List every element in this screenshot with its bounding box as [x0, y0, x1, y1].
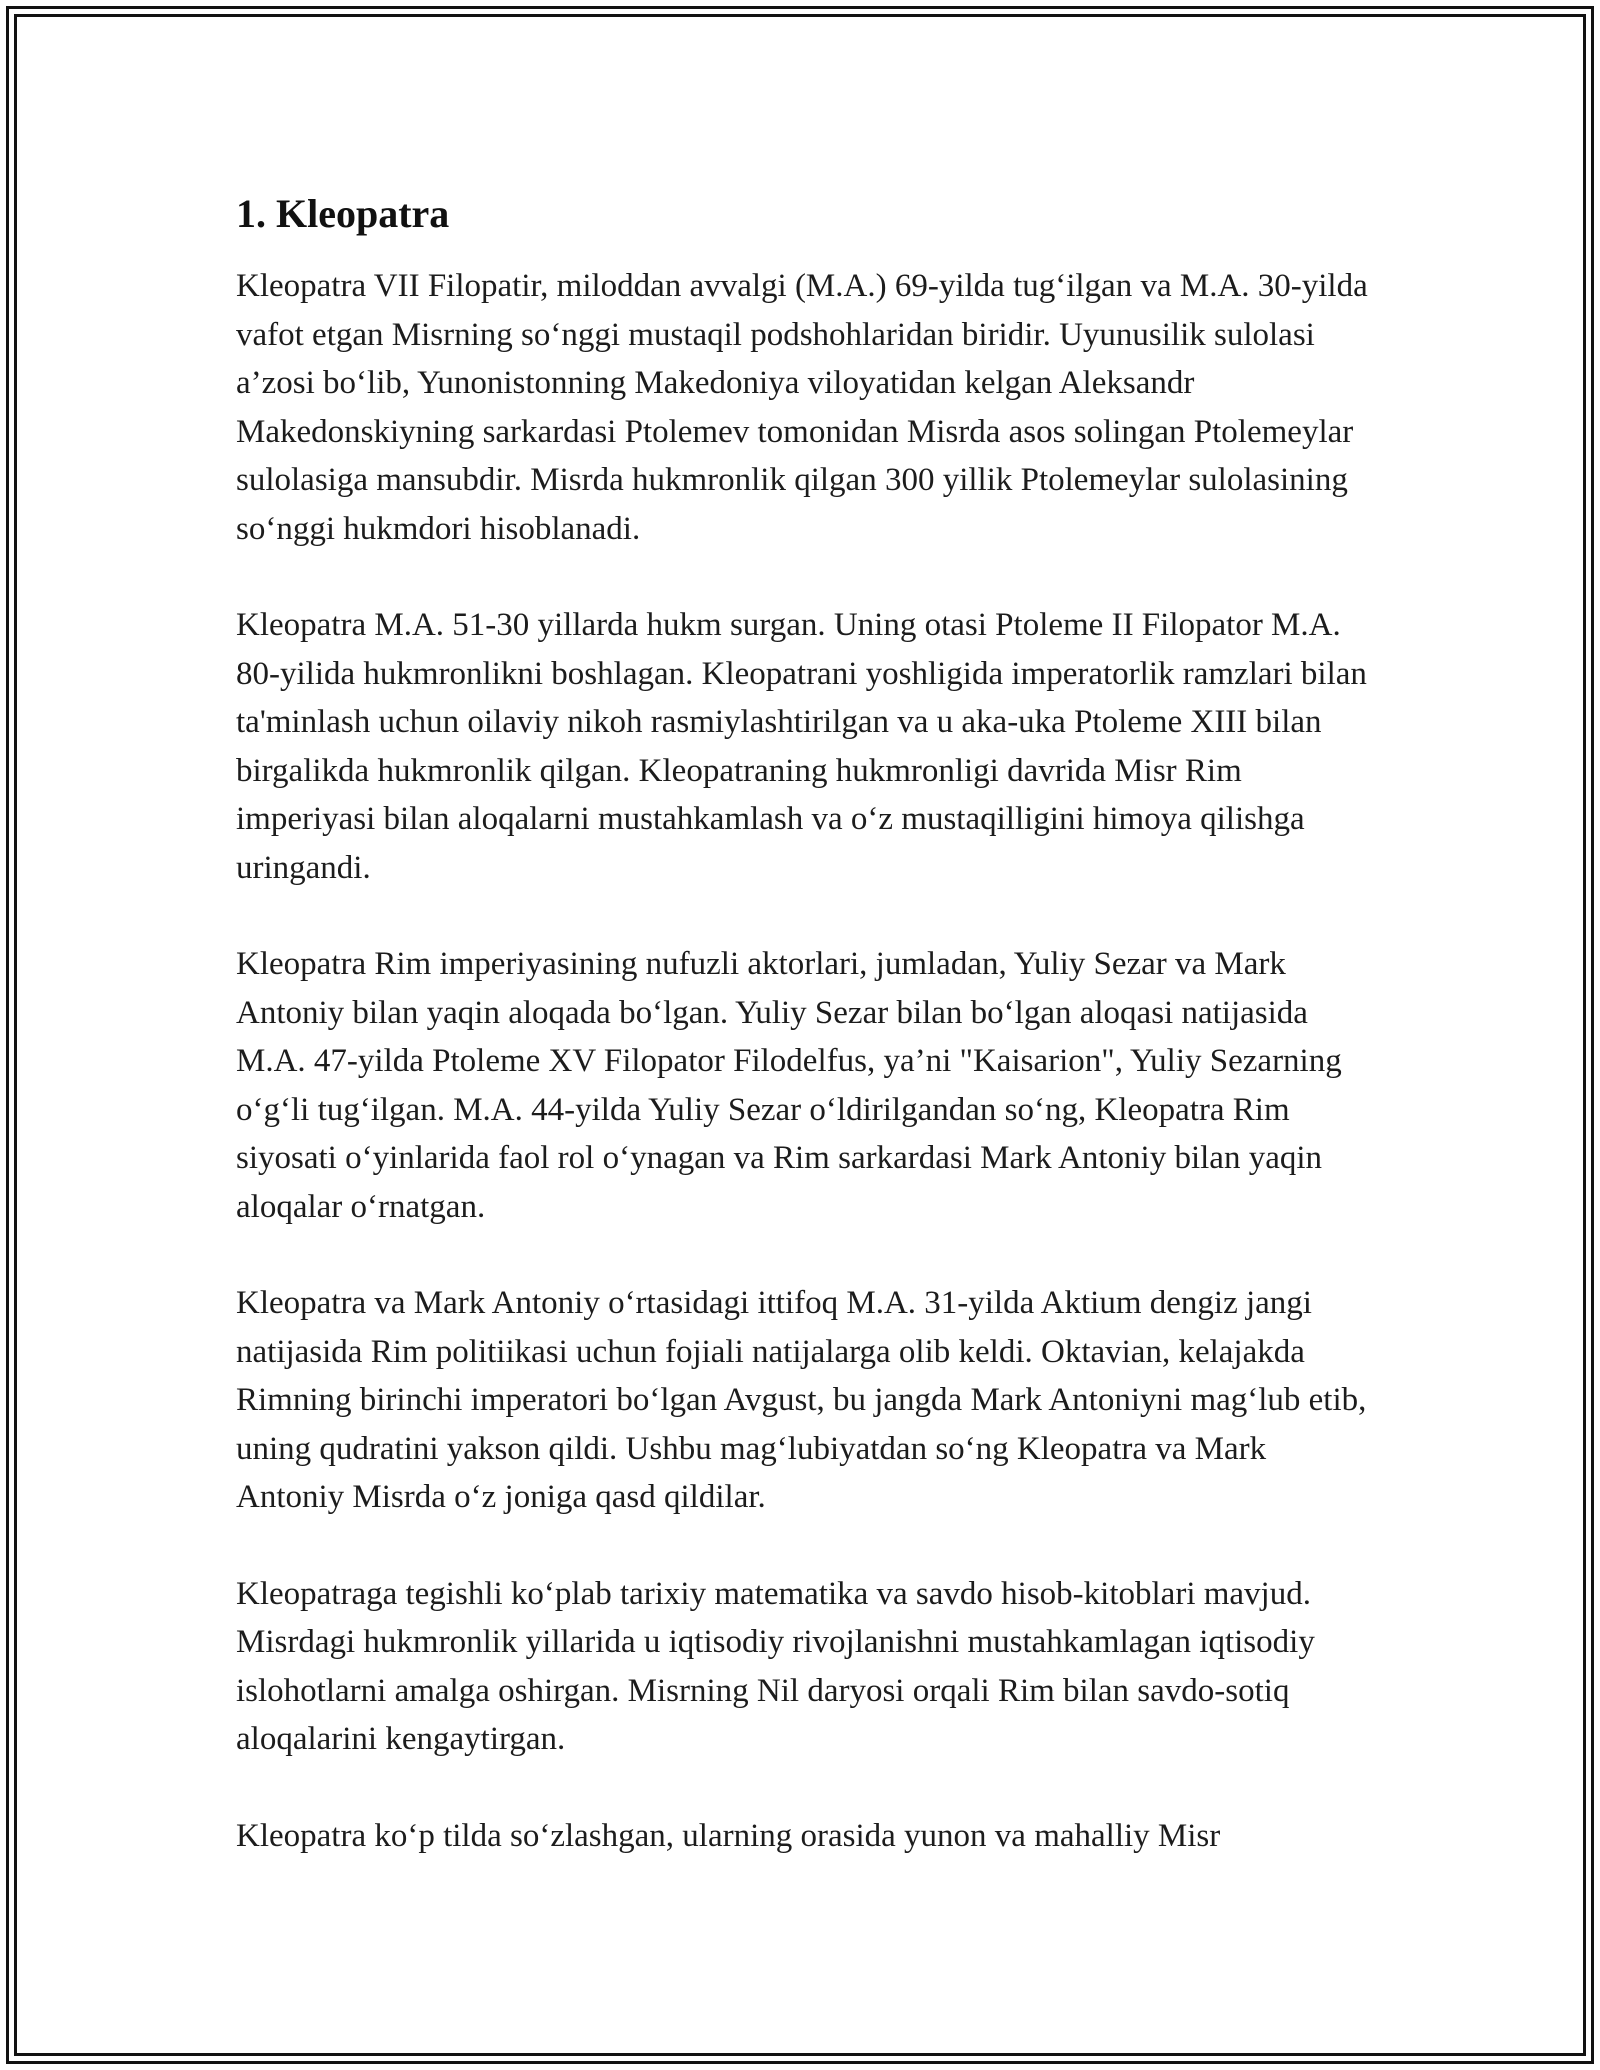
paragraph-3: Kleopatra Rim imperiyasining nufuzli aktorlari, jumladan, Yuliy Sezar va Mark Antoniy bilan yaqin aloqada bo‘lgan. Yuliy Sezar bilan bo‘lgan aloqasi natijasida M.A. 47-yilda Ptoleme XV Filopator Filodelfus, ya’ni "Kaisarion", Yuliy Sezarning o‘g‘li tug‘ilgan. M.A. 44-yilda Yuliy Sezar o‘ldirilgandan so‘ng, Kleopatra Rim siyosati o‘yinlarida faol rol o‘ynagan va Rim sarkardasi Mark Antoniy bilan yaqin aloqalar o‘rnatgan. [236, 946, 1342, 1225]
paragraph-4: Kleopatra va Mark Antoniy o‘rtasidagi ittifoq M.A. 31-yilda Aktium dengiz jangi natijasida Rim politiikasi uchun fojiali natijalarga olib keldi. Oktavian, kelajakda Rimning birinchi imperatori bo‘lgan Avgust, bu jangda Mark Antoniyni mag‘lub etib, uning qudratini yakson qildi. Ushbu mag‘lubiyatdan so‘ng Kleopatra va Mark Antoniy Misrda o‘z joniga qasd qildilar. [236, 1285, 1367, 1515]
paragraph-6: Kleopatra ko‘p tilda so‘zlashgan, ularning orasida yunon va mahalliy Misr [236, 1817, 1221, 1854]
document-body [236, 186, 1376, 1908]
paragraph-2: Kleopatra M.A. 51-30 yillarda hukm surgan. Uning otasi Ptoleme II Filopator M.A. 80-yilida hukmronlikni boshlagan. Kleopatrani yoshligida imperatorlik ramzlari bilan ta'minlash uchun oilaviy nikoh rasmiylashtirilgan va u aka-uka Ptoleme XIII bilan birgalikda hukmronlik qilgan. Kleopatraning hukmronligi davrida Misr Rim imperiyasi bilan aloqalarni mustahkamlash va o‘z mustaqilligini himoya qilishga uringandi. [236, 607, 1367, 886]
paragraph-1: Kleopatra VII Filopatir, miloddan avvalgi (M.A.) 69-yilda tug‘ilgan va M.A. 30-yilda vafot etgan Misrning so‘nggi mustaqil podshohlaridan biridir. Uyunusilik sulolasi a’zosi bo‘lib, Yunonistonning Makedoniya viloyatidan kelgan Aleksandr Makedonskiyning sarkardasi Ptolemev tomonidan Misrda asos solingan Ptolemeylar sulolasiga mansubdir. Misrda hukmronlik qilgan 300 yillik Ptolemeylar sulolasining so‘nggi hukmdori hisoblanadi. [236, 268, 1368, 547]
section-heading: 1. Kleopatra [236, 191, 450, 236]
paragraph-5: Kleopatraga tegishli ko‘plab tarixiy matematika va savdo hisob-kitoblari mavjud. Misrdagi hukmronlik yillarida u iqtisodiy rivojlanishni mustahkamlagan iqtisodiy islohotlarni amalga oshirgan. Misrning Nil daryosi orqali Rim bilan savdo-sotiq aloqalarini kengaytirgan. [236, 1575, 1315, 1757]
